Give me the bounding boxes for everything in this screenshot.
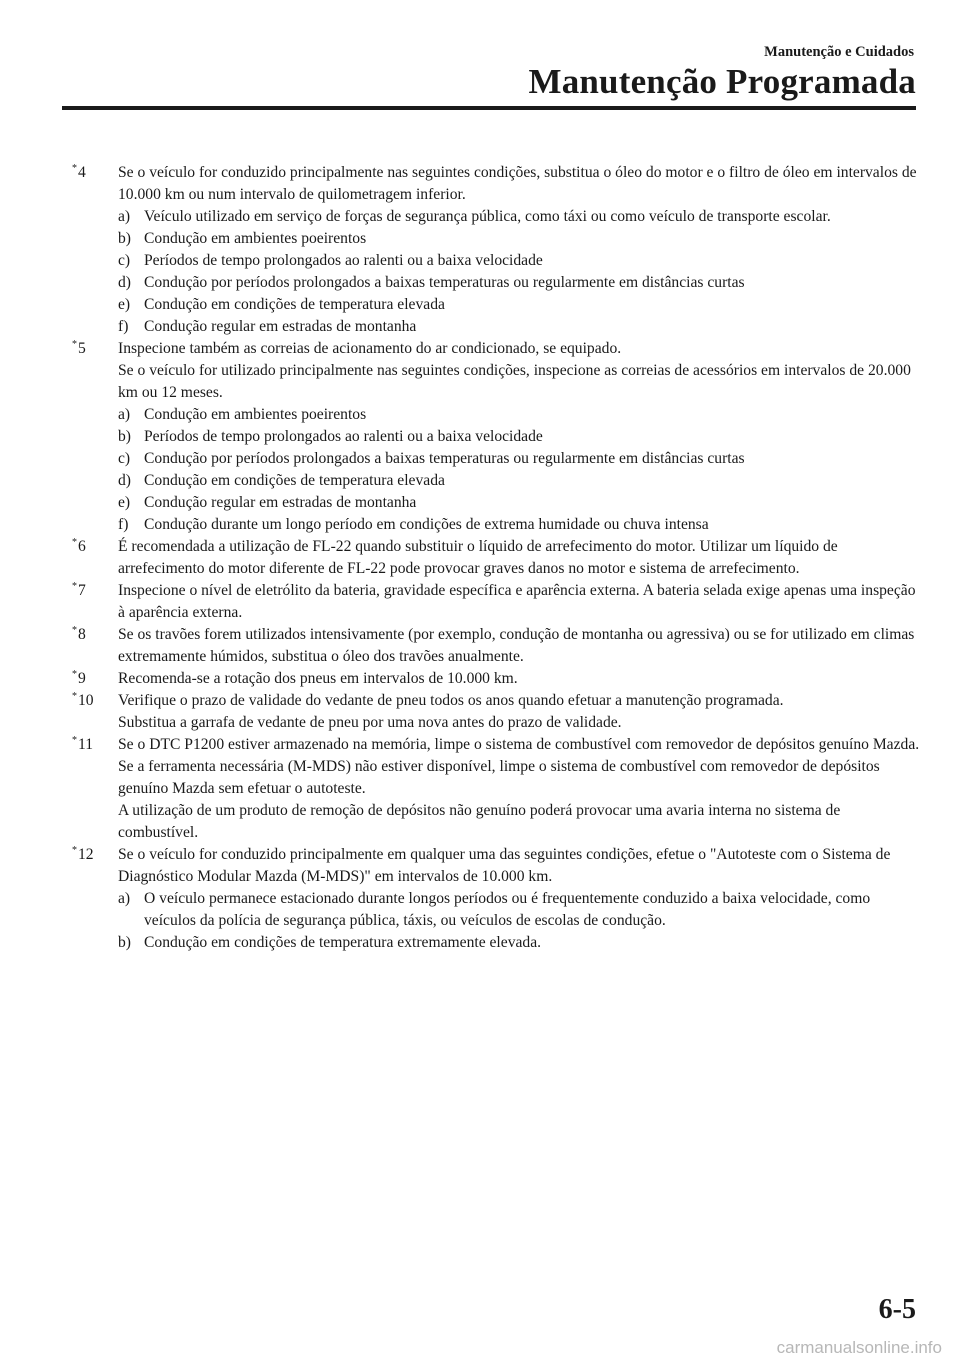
footnote-number: 4 bbox=[78, 164, 86, 181]
list-item bbox=[118, 492, 920, 514]
footnote-number: 5 bbox=[78, 340, 86, 357]
list-item-letter: e) bbox=[118, 296, 131, 313]
asterisk-icon: * bbox=[72, 669, 77, 680]
list-item-text: Condução em condições de temperatura elevada bbox=[144, 472, 445, 489]
list-item-letter: f) bbox=[118, 516, 129, 533]
footnote-text: A utilização de um produto de remoção de depósitos não genuíno poderá provocar uma avaria interna no sistema de combustível. bbox=[118, 802, 841, 841]
list-item-letter: f) bbox=[118, 318, 129, 335]
footnote bbox=[72, 668, 920, 690]
footnote-text: É recomendada a utilização de FL-22 quando substituir o líquido de arrefecimento do motor. Utilizar um líquido de arrefecimento do motor diferente de FL-22 pode provocar graves danos no motor e sistema de arrefecimento. bbox=[118, 538, 838, 577]
asterisk-icon: * bbox=[72, 625, 77, 636]
footnote-marker bbox=[72, 536, 86, 560]
list-item-text: Condução por períodos prolongados a baixas temperaturas ou regularmente em distâncias curtas bbox=[144, 274, 745, 291]
list-item bbox=[118, 404, 920, 426]
footnote bbox=[72, 536, 920, 580]
list-item bbox=[118, 932, 920, 954]
footnote-text: Se o veículo for conduzido principalmente em qualquer uma das seguintes condições, efetue o "Autoteste com o Sistema de Diagnóstico Modular Mazda (M-MDS)" em intervalos de 10.000 km. bbox=[118, 846, 891, 885]
footnote-number: 7 bbox=[78, 582, 86, 599]
list-item bbox=[118, 250, 920, 272]
list-item-letter: c) bbox=[118, 252, 131, 269]
footnote-text: Inspecione também as correias de acionamento do ar condicionado, se equipado. bbox=[118, 340, 622, 357]
footnote bbox=[72, 624, 920, 668]
list-item bbox=[118, 316, 920, 338]
footnote-marker bbox=[72, 690, 94, 714]
footnote bbox=[72, 580, 920, 624]
asterisk-icon: * bbox=[72, 691, 77, 702]
list-item bbox=[118, 294, 920, 316]
list-item bbox=[118, 470, 920, 492]
footnote-text: Recomenda-se a rotação dos pneus em intervalos de 10.000 km. bbox=[118, 670, 518, 687]
footnotes-list bbox=[72, 162, 920, 954]
footnote-marker bbox=[72, 580, 86, 604]
asterisk-icon: * bbox=[72, 845, 77, 856]
asterisk-icon: * bbox=[72, 537, 77, 548]
footnote-number: 6 bbox=[78, 538, 86, 555]
asterisk-icon: * bbox=[72, 163, 77, 174]
asterisk-icon: * bbox=[72, 339, 77, 350]
list-item-text: Condução em condições de temperatura elevada bbox=[144, 296, 445, 313]
list-item-text: Condução em ambientes poeirentos bbox=[144, 406, 367, 423]
list-item-letter: e) bbox=[118, 494, 131, 511]
list-item bbox=[118, 206, 920, 228]
list-item-text: Condução durante um longo período em condições de extrema humidade ou chuva intensa bbox=[144, 516, 709, 533]
list-item-letter: a) bbox=[118, 890, 131, 907]
list-item bbox=[118, 426, 920, 448]
list-item-text: Veículo utilizado em serviço de forças de segurança pública, como táxi ou como veículo de transporte escolar. bbox=[144, 208, 831, 225]
footnote-number: 9 bbox=[78, 670, 86, 687]
footnote-marker bbox=[72, 162, 86, 186]
footnote bbox=[72, 338, 920, 536]
footnote-text: Se o DTC P1200 estiver armazenado na memória, limpe o sistema de combustível com removedor de depósitos genuíno Mazda. bbox=[118, 736, 920, 753]
list-item bbox=[118, 448, 920, 470]
section-title: Manutenção e Cuidados bbox=[764, 44, 914, 60]
list-item-text: Condução em condições de temperatura extremamente elevada. bbox=[144, 934, 542, 951]
asterisk-icon: * bbox=[72, 735, 77, 746]
header-divider bbox=[62, 106, 916, 110]
list-item-text: Condução por períodos prolongados a baixas temperaturas ou regularmente em distâncias curtas bbox=[144, 450, 745, 467]
footnote-marker bbox=[72, 734, 93, 758]
footnote bbox=[72, 690, 920, 734]
list-item-letter: b) bbox=[118, 428, 131, 445]
list-item-text: Condução regular em estradas de montanha bbox=[144, 494, 417, 511]
footnote-text: Substitua a garrafa de vedante de pneu por uma nova antes do prazo de validade. bbox=[118, 714, 622, 731]
footnote bbox=[72, 844, 920, 954]
footnote-number: 8 bbox=[78, 626, 86, 643]
list-item-text: Períodos de tempo prolongados ao ralenti ou a baixa velocidade bbox=[144, 252, 543, 269]
page-title: Manutenção Programada bbox=[528, 62, 916, 101]
footnote bbox=[72, 734, 920, 844]
list-item-text: Condução em ambientes poeirentos bbox=[144, 230, 367, 247]
list-item-text: O veículo permanece estacionado durante longos períodos ou é frequentemente conduzido a baixa velocidade, como veículos da polícia de segurança pública, táxis, ou veículos de escolas de condução. bbox=[144, 890, 871, 929]
list-item bbox=[118, 228, 920, 250]
footnote-marker bbox=[72, 624, 86, 648]
list-item-letter: d) bbox=[118, 274, 131, 291]
list-item-letter: b) bbox=[118, 934, 131, 951]
list-item-letter: a) bbox=[118, 406, 131, 423]
footnote-marker bbox=[72, 338, 86, 362]
list-item-text: Condução regular em estradas de montanha bbox=[144, 318, 417, 335]
list-item-text: Períodos de tempo prolongados ao ralenti ou a baixa velocidade bbox=[144, 428, 543, 445]
list-item bbox=[118, 888, 920, 932]
footnote-text: Se o veículo for conduzido principalmente nas seguintes condições, substitua o óleo do motor e o filtro de óleo em intervalos de 10.000 km ou num intervalo de quilometragem inferior. bbox=[118, 164, 917, 203]
list-item bbox=[118, 514, 920, 536]
list-item-letter: c) bbox=[118, 450, 131, 467]
footnote-text: Verifique o prazo de validade do vedante de pneu todos os anos quando efetuar a manutenção programada. bbox=[118, 692, 784, 709]
asterisk-icon: * bbox=[72, 581, 77, 592]
list-item bbox=[118, 272, 920, 294]
footnote-text: Inspecione o nível de eletrólito da bateria, gravidade específica e aparência externa. A bateria selada exige apenas uma inspeção à aparência externa. bbox=[118, 582, 916, 621]
footnote bbox=[72, 162, 920, 338]
footnote-text: Se os travões forem utilizados intensivamente (por exemplo, condução de montanha ou agressiva) ou se for utilizado em climas extremamente húmidos, substitua o óleo dos travões anualmente. bbox=[118, 626, 915, 665]
list-item-letter: a) bbox=[118, 208, 131, 225]
footnote-number: 11 bbox=[78, 736, 94, 753]
list-item-letter: b) bbox=[118, 230, 131, 247]
footnote-text: Se o veículo for utilizado principalmente nas seguintes condições, inspecione as correias de acessórios em intervalos de 20.000 km ou 12 meses. bbox=[118, 362, 911, 401]
footnote-number: 12 bbox=[78, 846, 94, 863]
footnote-text: Se a ferramenta necessária (M-MDS) não estiver disponível, limpe o sistema de combustível com removedor de depósitos genuíno Mazda sem efetuar o autoteste. bbox=[118, 758, 880, 797]
footnote-marker bbox=[72, 668, 86, 692]
watermark-text: carmanualsonline.info bbox=[776, 1338, 942, 1357]
footnote-number: 10 bbox=[78, 692, 94, 709]
page-number: 6-5 bbox=[878, 1294, 916, 1325]
footnote-marker bbox=[72, 844, 94, 868]
list-item-letter: d) bbox=[118, 472, 131, 489]
